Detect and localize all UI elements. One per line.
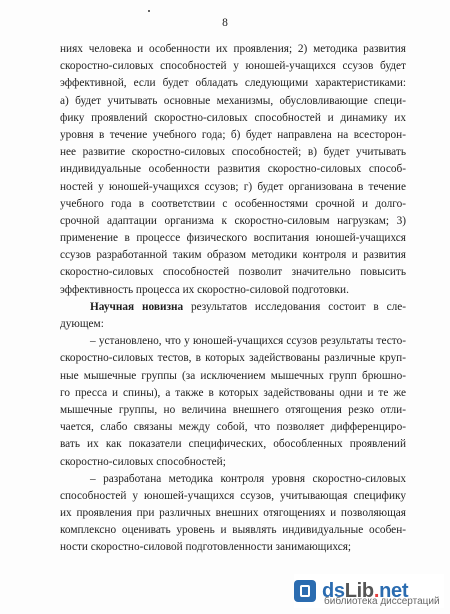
- watermark-subtitle: библиотека диссертаций: [324, 596, 440, 607]
- novelty-text: результатов исследования состоит в сле-: [183, 300, 406, 313]
- scan-speck: [148, 10, 150, 12]
- text-line: го пресса и спины), а также в которых задействованы одни и те же: [60, 386, 406, 399]
- text-line: нее развитие скоростно-силовых способностей; в) будет учитывать: [60, 146, 406, 159]
- text-line: ностей у юношей-учащихся ссузов; г) будет организована в течение: [60, 180, 406, 193]
- text-line: комплексно оценивать уровень и выявлять индивидуальные особен-: [60, 524, 406, 537]
- text-line: чается, слабо связаны между собой, что позволяет дифференциро-: [60, 421, 406, 434]
- logo-ds: ds: [322, 580, 345, 602]
- text-line: эффективность процесса их скоростно-силовой подготовки.: [60, 283, 349, 296]
- text-line: – установлено, что у юношей-учащихся ссузов результаты тесто-: [90, 335, 406, 348]
- text-line: ссузов разработанной таким образом методики контроля и развития: [60, 249, 406, 262]
- text-line: способностей у юношей-учащихся ссузов, учитывающая специфику: [60, 489, 406, 502]
- site-watermark[interactable]: [294, 574, 444, 608]
- text-line: применение в процессе физического воспитания юношей-учащихся: [60, 232, 406, 245]
- book-icon: [294, 580, 316, 602]
- text-line: их проявления при различных внешних отягощениях и позволяющая: [60, 507, 406, 520]
- text-line: мышечные группы, но величина внешнего отягощения резко отли-: [60, 403, 406, 416]
- text-line: скоростно-силовых способностей у юношей-учащихся ссузов будет: [60, 60, 406, 73]
- text-line: ниях человека и особенности их проявления; 2) методика развития: [60, 43, 406, 55]
- text-line: скоростно-силовых тестов, в которых задействованы различные круп-: [60, 352, 406, 365]
- text-line: ные мышечные группы (за исключением мышечных групп брюшно-: [60, 369, 406, 382]
- text-line: фику проявлений скоростно-силовых способностей и динамику их: [60, 111, 406, 124]
- logo-lib: Lib: [344, 580, 374, 602]
- text-line: эффективной, если будет обладать следующими характеристиками:: [60, 77, 406, 90]
- text-line: срочной адаптации организма к скоростно-силовым нагрузкам; 3): [60, 214, 406, 227]
- logo-net: net: [379, 580, 409, 602]
- text-line: скоростно-силовых способностей;: [60, 455, 226, 468]
- text-line: скоростно-силовых способностей позволит значительно повысить: [60, 266, 406, 279]
- text-line: уровня в течение учебного года; б) будет направлена на всесторон-: [60, 128, 406, 141]
- text-line: ности скоростно-силовой подготовленности занимающихся;: [60, 541, 352, 554]
- text-line: индивидуальные особенности развития скоростно-силовых способ-: [60, 163, 406, 176]
- text-line: дующем:: [60, 318, 104, 330]
- document-body: [60, 41, 406, 557]
- page-number: 8: [222, 17, 228, 29]
- text-line: а) будет учитывать основные механизмы, обусловливающие специ-: [60, 94, 406, 107]
- text-line: – разработана методика контроля уровня скоростно-силовых: [90, 472, 406, 485]
- novelty-line: [60, 299, 406, 316]
- novelty-heading: Научная новизна: [90, 300, 184, 313]
- text-line: учебного года в соответствии с особенностями срочной и долго-: [60, 197, 406, 210]
- logo-dot: .: [373, 580, 380, 602]
- text-line: вать их как показатели специфических, обособленных проявлений: [60, 438, 406, 451]
